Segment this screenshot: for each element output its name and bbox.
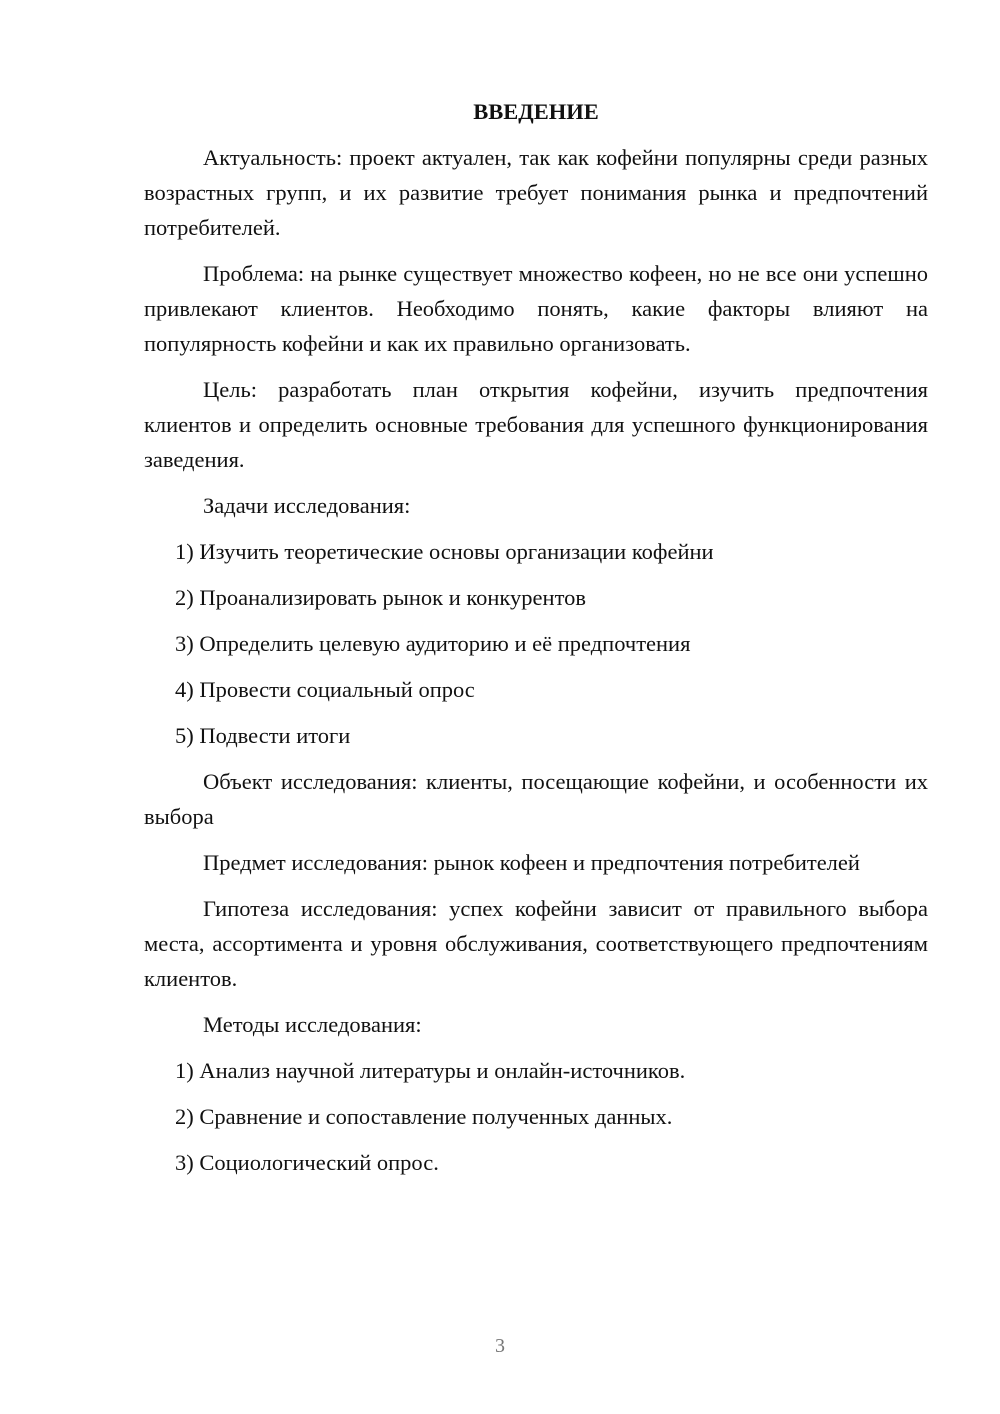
task-item: 5) Подвести итоги [175, 723, 351, 748]
problem-paragraph: Проблема: на рынке существует множество кофеен, но не все они успешно привлекают клиентов. Необходимо понять, какие факторы влияют на популярность кофейни и как их правильно организовать. [144, 261, 928, 356]
task-item: 3) Определить целевую аудиторию и её предпочтения [175, 631, 691, 656]
goal-paragraph: Цель: разработать план открытия кофейни, изучить предпочтения клиентов и определить основные требования для успешного функционирования заведения. [144, 377, 928, 472]
relevance-paragraph: Актуальность: проект актуален, так как кофейни популярны среди разных возрастных групп, и их развитие требует понимания рынка и предпочтений потребителей. [144, 145, 928, 240]
method-item: 1) Анализ научной литературы и онлайн-источников. [175, 1058, 686, 1083]
method-item: 3) Социологический опрос. [175, 1150, 439, 1175]
page-number: 3 [495, 1335, 505, 1357]
section-title: ВВЕДЕНИЕ [473, 99, 599, 124]
task-item: 1) Изучить теоретические основы организации кофейни [175, 539, 714, 564]
task-item: 4) Провести социальный опрос [175, 677, 475, 702]
subject-paragraph: Предмет исследования: рынок кофеен и предпочтения потребителей [203, 850, 860, 875]
method-item: 2) Сравнение и сопоставление полученных данных. [175, 1104, 673, 1129]
methods-heading: Методы исследования: [203, 1012, 422, 1037]
hypothesis-paragraph: Гипотеза исследования: успех кофейни зависит от правильного выбора места, ассортимента и уровня обслуживания, соответствующего предпочтениям клиентов. [144, 896, 928, 991]
page-content [144, 94, 928, 1191]
tasks-heading: Задачи исследования: [203, 493, 411, 518]
object-paragraph: Объект исследования: клиенты, посещающие кофейни, и особенности их выбора [144, 769, 928, 829]
task-item: 2) Проанализировать рынок и конкурентов [175, 585, 586, 610]
